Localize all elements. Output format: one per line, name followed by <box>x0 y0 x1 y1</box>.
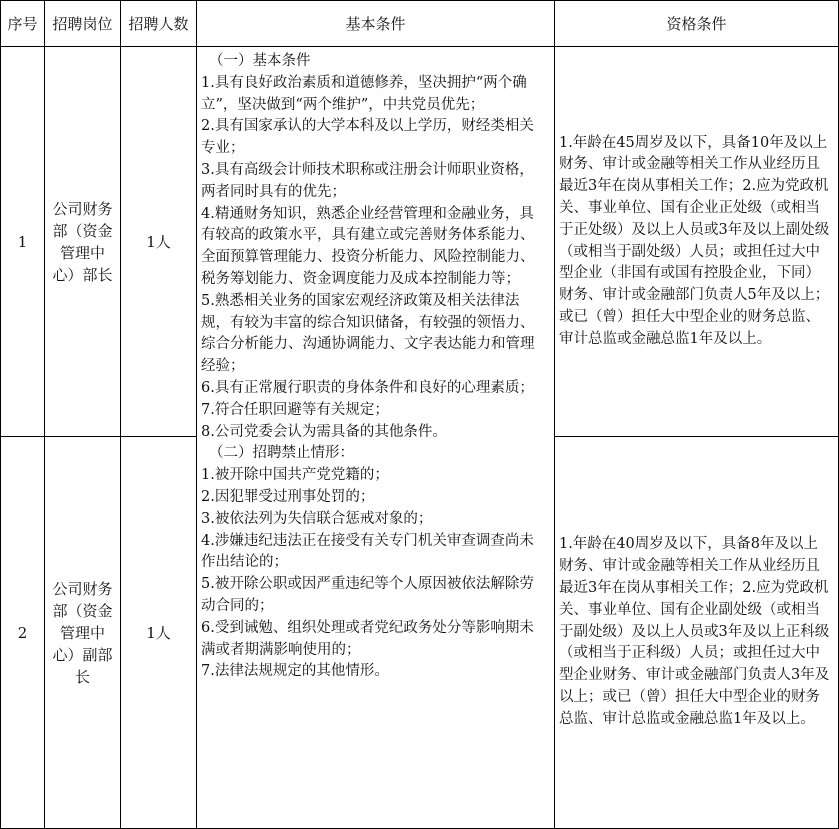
prohibition-item-3: 3.被依法列为失信联合惩戒对象的； <box>201 510 433 527</box>
row-2-qualifications-text: 1.年龄在40周岁及以下，具备8年及以上财务、审计或金融等相关工作从业经历且最近3年在岗从事相关工作；2.应为党政机关、事业单位、国有企业副处级（或相当于副处级）及以上人员或3年及以上正科级（或相当于正科级）人员；或担任过大中型企业财务、审计或金融部门负责人3年及以上；或已（曾）担任大中型企业的财务总监、审计总监或金融总监1年及以上。 <box>559 536 830 727</box>
header-position: 招聘岗位 <box>44 0 121 47</box>
row-2-qualifications <box>554 436 839 829</box>
basic-item-2: 2.具有国家承认的大学本科及以上学历，财经类相关专业； <box>201 118 534 157</box>
basic-item-5: 5.熟悉相关业务的国家宏观经济政策及相关法律法规，有较为丰富的综合知识储备，有较强的领悟力、综合分析能力、沟通协调能力、文字表达能力和管理经验； <box>201 292 535 375</box>
prohibition-item-4: 4.涉嫌违纪违法正在接受有关专门机关审查调查尚未作出结论的； <box>201 532 534 571</box>
basic-conditions-cell <box>196 46 555 829</box>
basic-item-8: 8.公司党委会认为需具备的其他条件。 <box>201 423 447 440</box>
row-1-count: 1人 <box>120 46 197 437</box>
row-2-position <box>44 436 121 829</box>
prohibition-item-1: 1.被开除中国共产党党籍的； <box>201 467 389 484</box>
header-count: 招聘人数 <box>120 0 197 47</box>
prohibition-item-7: 7.法律法规规定的其他情形。 <box>201 663 389 680</box>
basic-section-title: （一）基本条件 <box>209 53 311 69</box>
header-seq: 序号 <box>0 0 45 47</box>
prohibition-section-title: （二）招聘禁止情形： <box>209 445 354 462</box>
basic-item-1: 1.具有良好政治素质和道德修养，坚决拥护“两个确立”，坚决做到“两个维护”，中共党员优先； <box>201 74 527 113</box>
basic-item-3: 3.具有高级会计师技术职称或注册会计师职业资格，两者同时具有的优先； <box>201 161 534 200</box>
prohibition-item-5: 5.被开除公职或因严重违纪等个人原因被依法解除劳动合同的； <box>201 576 534 614</box>
basic-item-4: 4.精通财务知识，熟悉企业经营管理和金融业务，具有较高的政策水平，具有建立或完善财务体系能力、全面预算管理能力、投资分析能力、风险控制能力、税务筹划能力、资金调度能力及成本控制能力等； <box>201 205 535 287</box>
prohibition-item-6: 6.受到诫勉、组织处理或者党纪政务处分等影响期未满或者期满影响使用的； <box>201 619 534 658</box>
row-1-position <box>44 46 121 437</box>
row-2-seq: 2 <box>0 436 45 829</box>
basic-item-7: 7.符合任职回避等有关规定； <box>201 401 389 418</box>
row-2-position-text: 公司财务部（资金管理中心）副部长 <box>52 579 113 686</box>
basic-item-6: 6.具有正常履行职责的身体条件和良好的心理素质； <box>201 379 534 396</box>
row-1-seq: 1 <box>0 46 45 437</box>
row-2-count: 1人 <box>120 436 197 829</box>
row-1-qualifications-text: 1.年龄在45周岁及以下，具备10年及以上财务、审计或金融等相关工作从业经历且最近3年在岗从事相关工作；2.应为党政机关、事业单位、国有企业正处级（或相当于正处级）及以上人员或3年及以上副处级（或相当于副处级）人员；或担任过大中型企业（非国有或国有控股企业，下同）财务、审计或金融部门负责人5年及以上；或已（曾）担任大中型企业的财务总监、审计总监或金融总监1年及以上。 <box>559 134 830 347</box>
prohibition-item-2: 2.因犯罪受过刑事处罚的； <box>201 488 375 505</box>
header-basic-conditions: 基本条件 <box>196 0 555 47</box>
row-1-position-text: 公司财务部（资金管理中心）部长 <box>52 199 113 284</box>
row-1-qualifications <box>554 46 839 437</box>
header-qualifications: 资格条件 <box>554 0 839 47</box>
